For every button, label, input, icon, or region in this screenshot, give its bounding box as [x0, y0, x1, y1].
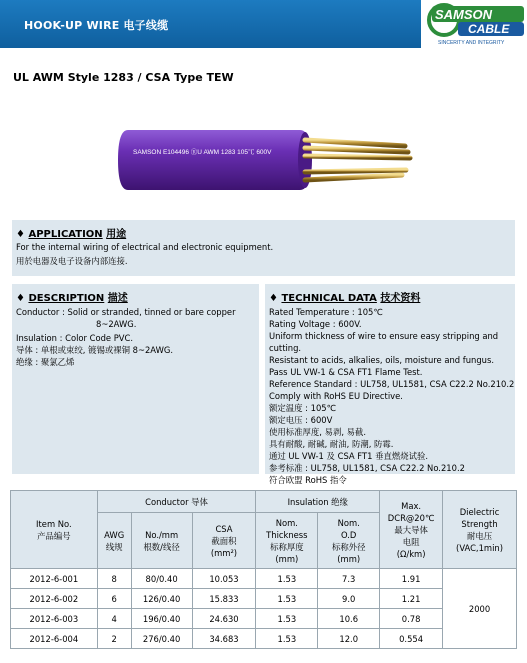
- header-title-en: HOOK-UP WIRE: [24, 19, 120, 32]
- cell-no-mm: 126/0.40: [131, 589, 192, 609]
- cell-csa: 15.833: [192, 589, 256, 609]
- header-text: DCR@20℃: [387, 512, 435, 523]
- diamond-bullet-icon: ♦: [269, 293, 278, 304]
- cell-dcr: 0.78: [380, 609, 443, 629]
- document-title: UL AWM Style 1283 / CSA Type TEW: [13, 71, 234, 84]
- description-heading-cn: 描述: [107, 293, 128, 304]
- header-text: 最大导体: [394, 524, 428, 535]
- header-title: [24, 17, 168, 33]
- cell-thickness: 1.53: [256, 609, 318, 629]
- header-text: 电阻: [402, 536, 420, 547]
- description-line: 导体 : 单根或束绞, 镀锡或裸铜 8~2AWG.: [16, 345, 174, 355]
- cell-thickness: 1.53: [256, 569, 318, 589]
- technical-heading-en: TECHNICAL DATA: [281, 293, 377, 304]
- header-text: 标称厚度: [270, 541, 304, 552]
- header-conductor: Conductor 导体: [97, 491, 256, 513]
- diamond-bullet-icon: ♦: [16, 293, 25, 304]
- cell-item: 2012-6-002: [11, 589, 98, 609]
- description-body: [12, 304, 259, 368]
- header-text: 标称外径: [331, 541, 366, 552]
- header-thickness: [256, 513, 318, 569]
- header-awg: [97, 513, 131, 569]
- cell-no-mm: 276/0.40: [131, 629, 192, 649]
- header-text: Nom.: [337, 517, 360, 528]
- application-panel: [12, 220, 515, 276]
- application-body: [12, 240, 515, 267]
- technical-line: 参考标准 : UL758, UL1581, CSA C22.2 No.210.2: [269, 463, 465, 473]
- header-csa: [192, 513, 256, 569]
- header-text: Dielectric: [459, 506, 500, 517]
- cell-od: 10.6: [318, 609, 380, 629]
- cell-dielectric: 2000: [443, 569, 517, 649]
- technical-line: 符合欧盟 RoHS 指令: [269, 475, 347, 485]
- technical-line: Resistant to acids, alkalies, oils, moisture and fungus.: [269, 355, 494, 365]
- header-text: (mm): [337, 553, 361, 564]
- technical-data-panel: [265, 284, 515, 485]
- header-dielectric: [443, 491, 517, 569]
- technical-line: Uniform thickness of wire to ensure easy stripping and cutting.: [269, 331, 499, 353]
- cell-dcr: 1.91: [380, 569, 443, 589]
- description-line: Insulation : Color Code PVC.: [16, 333, 134, 343]
- header-bar: [0, 0, 421, 48]
- specification-table: [10, 490, 517, 649]
- description-line: Conductor : Solid or stranded, tinned or bare copper: [16, 307, 236, 317]
- technical-line: 通过 UL VW-1 及 CSA FT1 垂直燃烧试验.: [269, 451, 428, 461]
- cell-csa: 10.053: [192, 569, 256, 589]
- cell-item: 2012-6-001: [11, 569, 98, 589]
- header-text: 产品编号: [37, 530, 71, 541]
- cell-no-mm: 196/0.40: [131, 609, 192, 629]
- table-row: [11, 589, 517, 609]
- application-line: 用於电器及电子设备内部连接.: [16, 256, 128, 266]
- header-text: (VAC,1min): [456, 542, 503, 553]
- description-heading-en: DESCRIPTION: [28, 293, 105, 304]
- technical-line: Pass UL VW-1 & CSA FT1 Flame Test.: [269, 367, 423, 377]
- technical-line: 使用标准厚度, 易剥, 易截.: [269, 427, 367, 437]
- header-text: 根数/线径: [143, 541, 180, 552]
- description-line: 8~2AWG.: [96, 319, 137, 329]
- header-item-no: [11, 491, 98, 569]
- technical-line: Rated Temperature : 105℃: [269, 307, 383, 317]
- header-dcr: [380, 491, 443, 569]
- description-line: 绝缘 : 聚氯乙烯: [16, 357, 75, 367]
- technical-line: Reference Standard : UL758, UL1581, CSA C22.2 No.210.2: [269, 379, 515, 389]
- cell-thickness: 1.53: [256, 629, 318, 649]
- description-heading: [12, 284, 259, 304]
- header-text: (Ω/km): [396, 548, 426, 559]
- cell-od: 9.0: [318, 589, 380, 609]
- header-text: O.D: [341, 529, 357, 540]
- header-text: No./mm: [145, 529, 179, 540]
- technical-line: Rating Voltage : 600V.: [269, 319, 362, 329]
- application-heading-cn: 用途: [106, 229, 127, 240]
- table-row: [11, 569, 517, 589]
- table-row: [11, 629, 517, 649]
- header-text: (mm): [275, 553, 299, 564]
- cell-no-mm: 80/0.40: [131, 569, 192, 589]
- header-text: 线规: [105, 541, 123, 552]
- cell-awg: 8: [97, 569, 131, 589]
- cell-od: 12.0: [318, 629, 380, 649]
- table-row: [11, 609, 517, 629]
- technical-line: Comply with RoHS EU Directive.: [269, 391, 403, 401]
- technical-line: 额定电压 : 600V: [269, 415, 333, 425]
- header-text: Max.: [401, 500, 422, 511]
- logo-graphic: [424, 0, 527, 52]
- header-text: Nom.: [275, 517, 298, 528]
- cell-dcr: 1.21: [380, 589, 443, 609]
- svg-text:SAMSON: SAMSON: [435, 7, 493, 22]
- header-text: AWG: [104, 529, 125, 540]
- svg-text:SINCERITY AND INTEGRITY: SINCERITY AND INTEGRITY: [438, 40, 505, 46]
- header-title-cn: 电子线缆: [123, 19, 169, 32]
- header-text: Strength: [461, 518, 498, 529]
- cell-csa: 24.630: [192, 609, 256, 629]
- application-line: For the internal wiring of electrical and electronic equipment.: [16, 242, 274, 252]
- header-text: 截面积: [211, 535, 237, 546]
- cell-item: 2012-6-004: [11, 629, 98, 649]
- description-panel: [12, 284, 259, 474]
- technical-line: 具有耐酸, 耐碱, 耐油, 防潮, 防霉.: [269, 439, 394, 449]
- cell-csa: 34.683: [192, 629, 256, 649]
- cable-image: [0, 110, 527, 210]
- header-text: Thickness: [266, 529, 308, 540]
- technical-line: 额定温度 : 105℃: [269, 403, 337, 413]
- header-text: 耐电压: [466, 530, 493, 541]
- cell-od: 7.3: [318, 569, 380, 589]
- cell-thickness: 1.53: [256, 589, 318, 609]
- cell-awg: 4: [97, 609, 131, 629]
- technical-heading: [265, 284, 515, 304]
- cell-dcr: 0.554: [380, 629, 443, 649]
- samson-cable-logo: [424, 0, 527, 52]
- technical-heading-cn: 技术资料: [380, 293, 421, 304]
- header-text: Item No.: [36, 518, 72, 529]
- application-heading: [12, 220, 515, 240]
- diamond-bullet-icon: ♦: [16, 229, 25, 240]
- header-text: CSA: [215, 523, 233, 534]
- svg-text:CABLE: CABLE: [468, 22, 510, 36]
- technical-body: [265, 304, 515, 486]
- application-heading-en: APPLICATION: [28, 229, 103, 240]
- header-insulation: Insulation 绝缘: [256, 491, 380, 513]
- cell-item: 2012-6-003: [11, 609, 98, 629]
- header-no-mm: [131, 513, 192, 569]
- cell-awg: 2: [97, 629, 131, 649]
- cable-drawing: [0, 110, 527, 210]
- header-od: [318, 513, 380, 569]
- cable-print-text: SAMSON E104496 ⓇU AWM 1283 105℃ 600V: [133, 149, 272, 156]
- cell-awg: 6: [97, 589, 131, 609]
- header-text: (mm²): [210, 547, 238, 558]
